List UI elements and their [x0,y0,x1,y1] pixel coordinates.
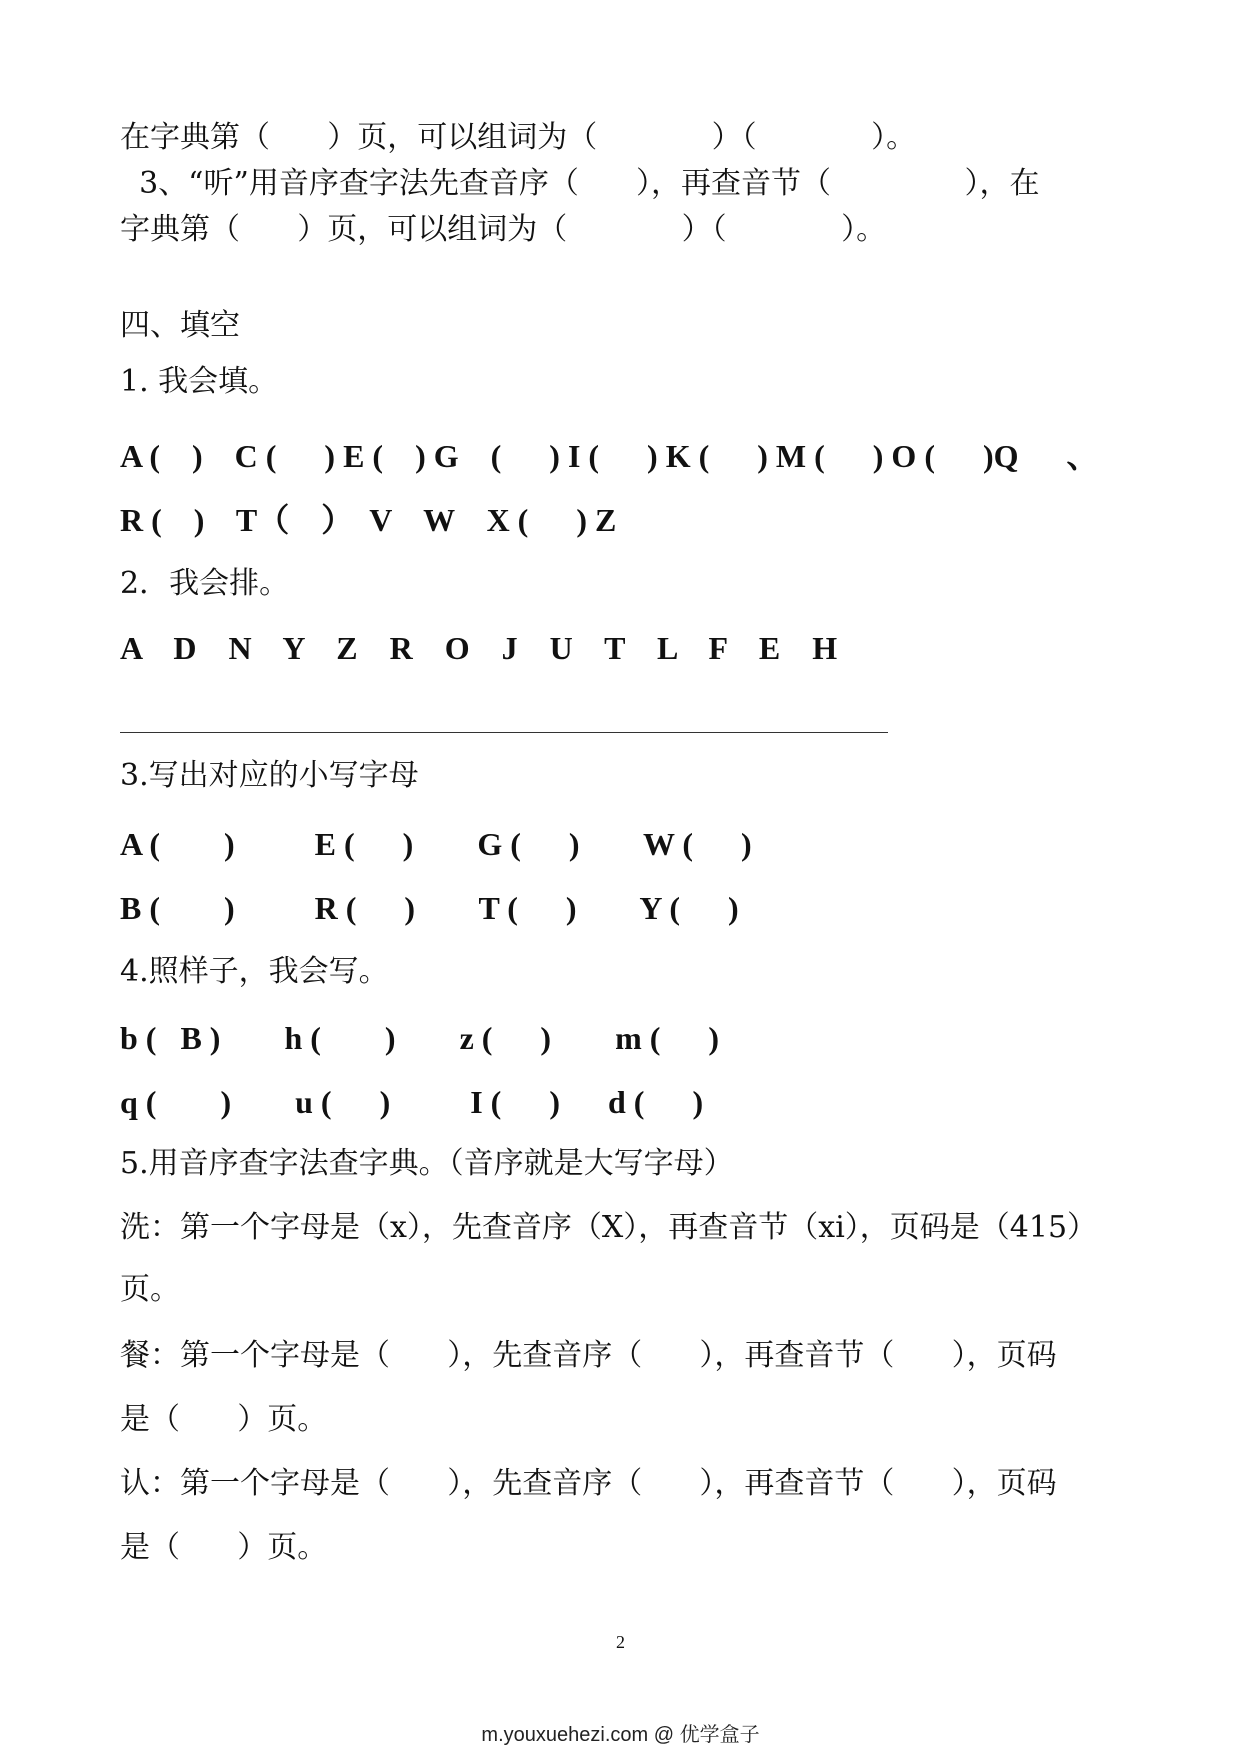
question-5-item-1-line-2: 是（ ）页。 [120,1402,328,1437]
question-4-row-2: q ( ) u ( ) I ( ) d ( ) [120,1084,704,1120]
question-5-title: 5.用音序查字法查字典。（音序就是大写字母） [120,1146,734,1181]
question-1-row-1: A ( ) C ( ) E ( ) G ( ) I ( ) K ( ) M ( ) O ( )Q 、 [120,438,1099,474]
footer-watermark: m.youxuehezi.com @ 优学盒子 [481,1724,760,1746]
question-5-item-2-line-2: 是（ ）页。 [120,1530,328,1565]
question-4-row-1: b ( B ) h ( ) z ( ) m ( ) [120,1020,720,1056]
question-1-title: 1. 我会填。 [120,364,279,399]
page-number: 2 [616,1632,625,1652]
question-2-letters: A D N Y Z R O J U T L F E H [120,630,838,666]
question-2-title: 2．我会排。 [120,566,290,601]
question-5-item-2-line-1: 认：第一个字母是（ ），先查音序（ ），再查音节（ ），页码 [120,1466,1057,1501]
question-5-example-line-2: 页。 [120,1272,180,1307]
q3-line-2: 字典第（ ）页，可以组词为（ ）（ ）。 [120,212,887,247]
question-4-title: 4.照样子，我会写。 [120,954,389,989]
question-3-row-1: A ( ) E ( ) G ( ) W ( ) [120,826,752,862]
q2-tail-line: 在字典第（ ）页，可以组词为（ ）（ ）。 [120,120,917,155]
question-5-example-line-1: 洗：第一个字母是（x），先查音序（X），再查音节（xi），页码是（415） [120,1210,1098,1245]
answer-line [120,732,888,733]
q3-line-1: 3、“听”用音序查字法先查音序（ ），再查音节（ ），在 [120,166,1040,201]
question-3-row-2: B ( ) R ( ) T ( ) Y ( ) [120,890,739,926]
question-3-title: 3.写出对应的小写字母 [120,758,419,793]
question-1-row-2: R ( ) T（ ） V W X ( ) Z [120,502,617,538]
question-5-item-1-line-1: 餐：第一个字母是（ ），先查音序（ ），再查音节（ ），页码 [120,1338,1057,1373]
section-title: 四、填空 [120,308,240,343]
